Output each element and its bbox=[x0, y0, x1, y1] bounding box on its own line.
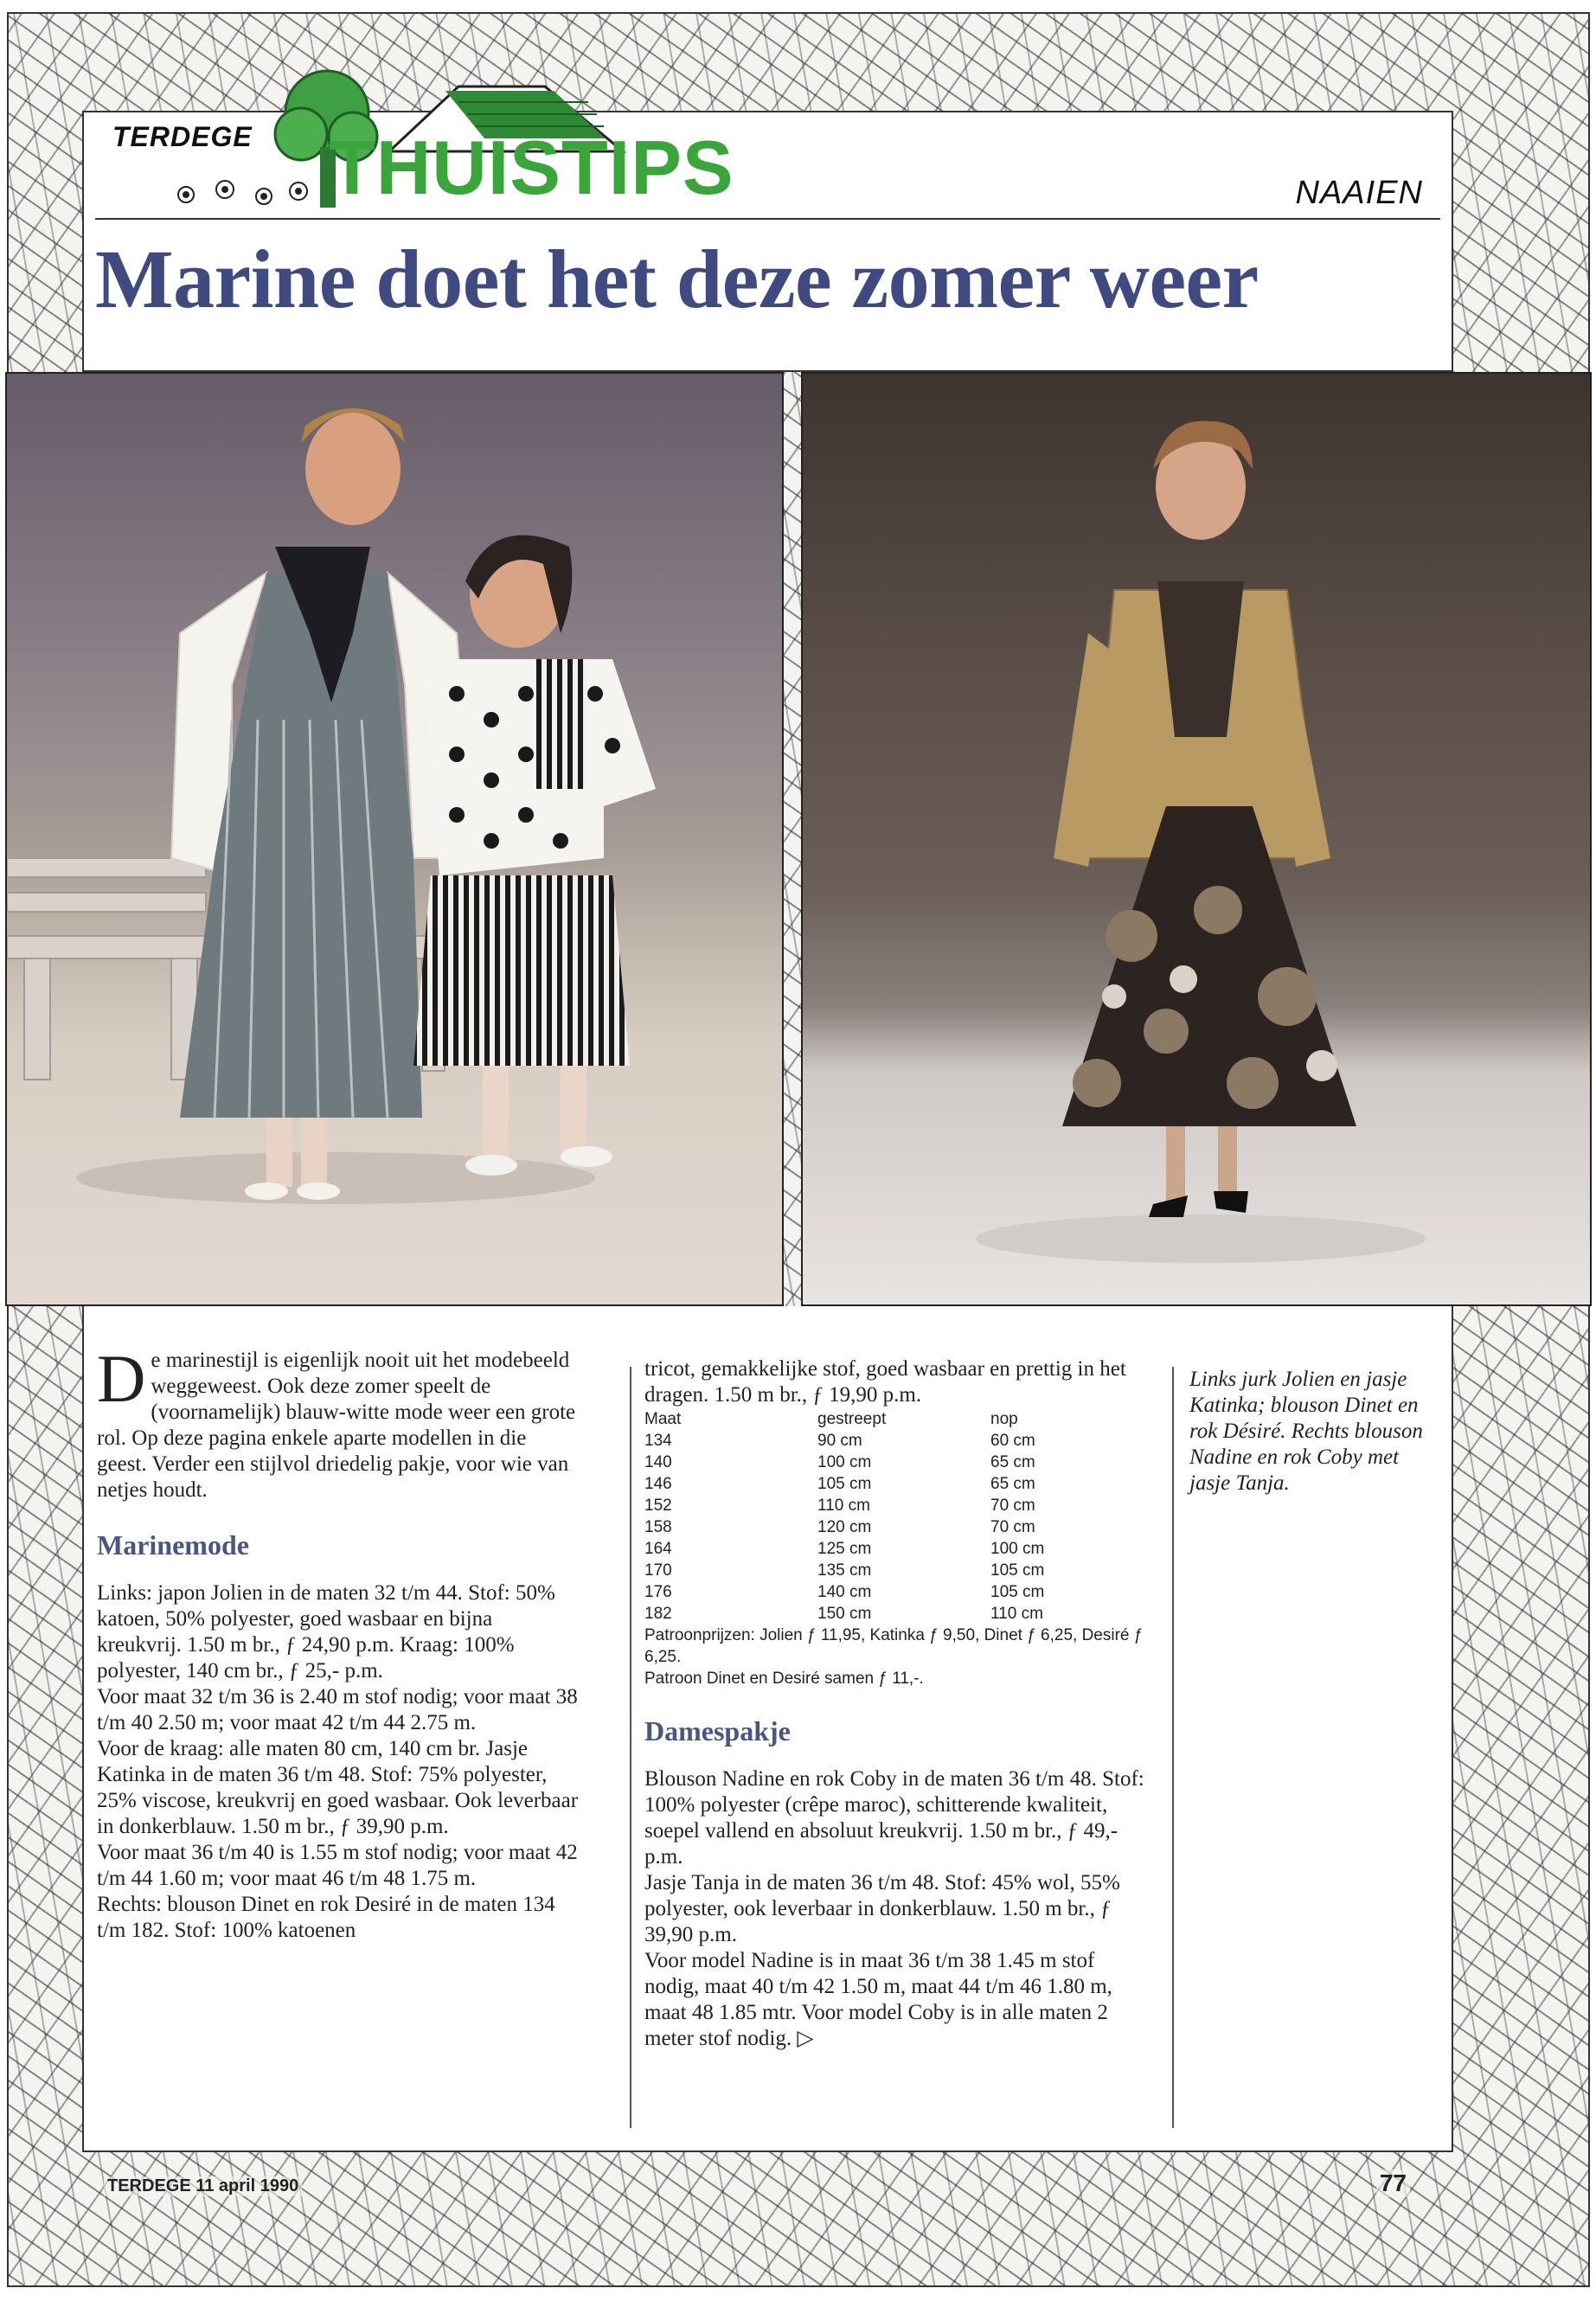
page-headline: Marine doet het deze zomer weer bbox=[95, 233, 1259, 325]
table-row bbox=[644, 1581, 1112, 1603]
table-cell: 152 bbox=[644, 1497, 672, 1515]
table-cell: 170 bbox=[644, 1561, 672, 1580]
table-row bbox=[644, 1603, 1112, 1625]
table-row bbox=[644, 1538, 1112, 1560]
paragraph: Rechts: blouson Dinet en rok Desiré in de maten 134 t/m 182. Stof: 100% katoenen bbox=[97, 1893, 555, 1942]
pattern-set-price: Patroon Dinet en Desiré samen ƒ 11,-. bbox=[644, 1670, 924, 1688]
paragraph: Links: japon Jolien in de maten 32 t/m 44. Stof: 50% katoen, 50% polyester, goed wasbaar en bijna kreukvrij. 1.50 m br., ƒ 24,90 p.m. Kraag: 100% polyester, 140 cm br., ƒ 25,- p.m. bbox=[97, 1581, 555, 1682]
table-cell: 176 bbox=[644, 1583, 672, 1601]
article-column-2 bbox=[644, 1356, 1151, 2052]
pattern-prices: Patroonprijzen: Jolien ƒ 11,95, Katinka ƒ 9,50, Dinet ƒ 6,25, Desiré ƒ 6,25. bbox=[644, 1626, 1144, 1666]
table-cell: 65 cm bbox=[990, 1453, 1035, 1471]
table-cell: 158 bbox=[644, 1518, 672, 1536]
table-header-row bbox=[644, 1408, 1112, 1430]
table-row bbox=[644, 1473, 1112, 1495]
table-cell: 70 cm bbox=[990, 1497, 1035, 1515]
table-cell: 110 cm bbox=[817, 1497, 870, 1515]
paragraph: tricot, gemakkelijke stof, goed wasbaar en prettig in het dragen. 1.50 m br., ƒ 19,90 p.m. bbox=[644, 1357, 1126, 1407]
intro-paragraph bbox=[97, 1341, 580, 1503]
page-number: 77 bbox=[1376, 2170, 1410, 2197]
section-heading-damespakje: Damespakje bbox=[644, 1715, 791, 1747]
table-cell: 105 cm bbox=[817, 1475, 872, 1493]
drop-cap: D bbox=[97, 1341, 146, 1416]
size-table bbox=[644, 1408, 1112, 1625]
table-cell: 146 bbox=[644, 1475, 672, 1493]
table-row bbox=[644, 1430, 1112, 1452]
paragraph: Voor model Nadine is in maat 36 t/m 38 1.45 m stof nodig, maat 40 t/m 42 1.50 m, maat 44 t/m 46 1.80 m, maat 48 1.85 mtr. Voor model Coby is in alle maten 2 meter stof nodig. ▷ bbox=[644, 1949, 1112, 2050]
table-cell: 125 cm bbox=[817, 1540, 872, 1558]
header-divider bbox=[95, 218, 1440, 220]
table-row bbox=[644, 1516, 1112, 1538]
brand-label: TERDEGE bbox=[112, 121, 253, 152]
table-header-cell: gestreept bbox=[817, 1410, 887, 1428]
series-title: THUISTIPS bbox=[329, 125, 734, 210]
table-row bbox=[644, 1495, 1112, 1516]
table-cell: 105 cm bbox=[990, 1561, 1045, 1580]
table-cell: 164 bbox=[644, 1540, 672, 1558]
issue-footer: TERDEGE 11 april 1990 bbox=[104, 2176, 302, 2196]
table-cell: 140 bbox=[644, 1453, 672, 1471]
article-column-3 bbox=[1189, 1367, 1423, 1497]
column-divider bbox=[1172, 1367, 1174, 2128]
table-header-cell: Maat bbox=[644, 1410, 682, 1428]
table-cell: 182 bbox=[644, 1605, 672, 1623]
column-divider bbox=[630, 1367, 631, 2128]
photo-left bbox=[5, 372, 784, 1306]
table-cell: 100 cm bbox=[990, 1540, 1045, 1558]
intro-text: e marinestijl is eigenlijk nooit uit het modebeeld weggeweest. Ook deze zomer speelt de (voornamelijk) blauw-witte mode weer een grote rol. Op deze pagina enkele aparte modellen in die geest. Verder een stijlvol driedelig pakje, voor wie van netjes houdt. bbox=[97, 1349, 576, 1502]
table-cell: 120 cm bbox=[817, 1518, 872, 1536]
table-header-cell: nop bbox=[990, 1410, 1018, 1428]
table-cell: 110 cm bbox=[990, 1605, 1043, 1623]
paragraph: Jasje Tanja in de maten 36 t/m 48. Stof: 45% wol, 55% polyester, ook leverbaar in donkerblauw. 1.50 m br., ƒ 39,90 p.m. bbox=[644, 1871, 1120, 1946]
paragraph: Voor de kraag: alle maten 80 cm, 140 cm br. Jasje Katinka in de maten 36 t/m 48. Stof: 75% polyester, 25% viscose, kreukvrij en goed wasbaar. Ook leverbaar in donkerblauw. 1.50 m br., ƒ 39,90 p.m. bbox=[97, 1737, 579, 1838]
table-cell: 90 cm bbox=[817, 1432, 862, 1450]
table-cell: 134 bbox=[644, 1432, 672, 1450]
table-cell: 100 cm bbox=[817, 1453, 872, 1471]
flowers-icon bbox=[173, 177, 320, 212]
table-row bbox=[644, 1560, 1112, 1581]
photo-right bbox=[801, 372, 1592, 1306]
table-cell: 65 cm bbox=[990, 1475, 1035, 1493]
paragraph: Voor maat 36 t/m 40 is 1.55 m stof nodig; voor maat 42 t/m 44 1.60 m; voor maat 46 t/m 48 1.75 m. bbox=[97, 1841, 578, 1890]
paragraph: Blouson Nadine en rok Coby in de maten 36 t/m 48. Stof: 100% polyester (crêpe maroc), schitterende kwaliteit, soepel vallend en absoluut kreukvrij. 1.50 m br., ƒ 49,- p.m. bbox=[644, 1767, 1144, 1868]
section-label: NAAIEN bbox=[1295, 175, 1423, 211]
table-cell: 140 cm bbox=[817, 1583, 872, 1601]
paragraph: Voor maat 32 t/m 36 is 2.40 m stof nodig; voor maat 38 t/m 40 2.50 m; voor maat 42 t/m 44 2.75 m. bbox=[97, 1685, 578, 1734]
photo-caption: Links jurk Jolien en jasje Katinka; blouson Dinet en rok Désiré. Rechts blouson Nadine en rok Coby met jasje Tanja. bbox=[1189, 1368, 1423, 1495]
table-cell: 105 cm bbox=[990, 1583, 1045, 1601]
table-cell: 60 cm bbox=[990, 1432, 1035, 1450]
table-cell: 135 cm bbox=[817, 1561, 872, 1580]
section-heading-marinemode: Marinemode bbox=[97, 1529, 249, 1561]
table-cell: 150 cm bbox=[817, 1605, 872, 1623]
table-cell: 70 cm bbox=[990, 1518, 1035, 1536]
article-column-1 bbox=[97, 1341, 580, 1944]
table-row bbox=[644, 1452, 1112, 1473]
